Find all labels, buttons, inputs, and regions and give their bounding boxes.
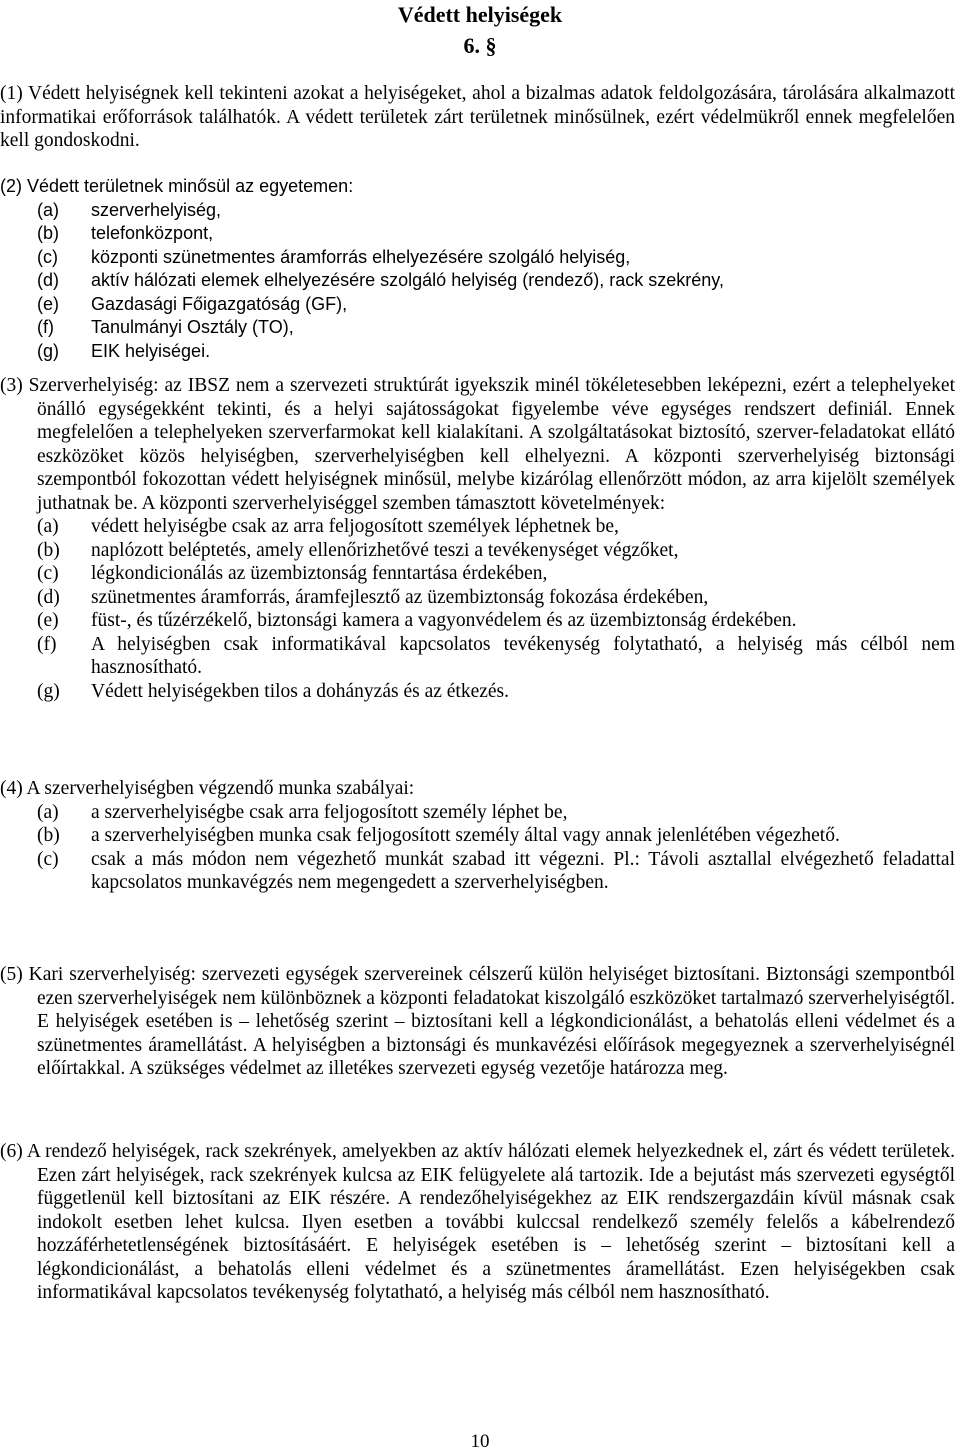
list-item [37, 824, 955, 848]
page-title: Védett helyiségek [397, 2, 563, 27]
list-item [37, 848, 955, 895]
list-item [37, 316, 955, 340]
list-item [37, 515, 955, 539]
list-item-text: csak a más módon nem végezhető munkát szabad itt végezni. Pl.: Távoli asztallal elvégezhető feladattal kapcsolatos munkavégzés nem megengedett a szerverhelyiségben. [91, 848, 955, 893]
list-item-text: Tanulmányi Osztály (TO), [91, 317, 294, 337]
list-item-label: (g) [37, 340, 59, 361]
list-item-label: (a) [37, 516, 59, 537]
paragraph-2-intro: (2) Védett területnek minősül az egyetemen: [0, 176, 354, 196]
paragraph-4-intro: (4) A szerverhelyiségben végzendő munka szabályai: [0, 778, 415, 799]
list-item-label: (b) [37, 223, 59, 243]
list-item-text: naplózott beléptetés, amely ellenőrizhetővé teszi a tevékenységet végzőket, [91, 539, 679, 561]
list-item-label: (a) [37, 801, 59, 823]
list-item-label: (c) [37, 848, 59, 870]
list-item-text: Gazdasági Főigazgatóság (GF), [91, 293, 348, 314]
paragraph-4 [0, 777, 955, 895]
document-header [0, 2, 960, 59]
paragraph-2 [0, 175, 955, 363]
paragraph-1 [0, 82, 955, 153]
paragraph-5-text: (5) Kari szerverhelyiség: szervezeti egységek szervereinek célszerű külön helyiséget biztosítani. Biztonsági szempontból ezen szerverhelyiségek nem különböznek a központi feladatokat kiszolgáló eszközöket tartalmazó szerverhelyiségtől. E helyiségek esetében is – lehetőség szerint – biztosítani kell a légkondicionálást, a behatolás elleni védelmet és a szünetmentes áramellátást. A helyiségben a biztonsági és munkavézési előírások megegyeznek a szerverhelyiségnél előírtakkal. A szükséges védelmet az illetékes szervezeti egység vezetője határozza meg. [0, 964, 955, 1079]
page-number: 10 [470, 1431, 490, 1452]
list-item-text: Védett helyiségekben tilos a dohányzás és az étkezés. [91, 680, 510, 702]
list-item-label: (c) [37, 246, 58, 267]
list-item-text: védett helyiségbe csak az arra feljogosított személyek léphetnek be, [91, 516, 619, 537]
list-item [37, 633, 955, 680]
section-number: 6. § [463, 33, 497, 58]
paragraph-3-intro: (3) Szerverhelyiség: az IBSZ nem a szervezeti struktúrát igyekszik minél tökéletesebben leképezni, ezért a telephelyeket önálló egységekként tekinti, és a helyi sajátosságokat figyelembe véve egységes rendszert definiál. Ennek megfelelően a telephelyeken szerverfarmokat kell kialakítani. A szolgáltatásokat biztosító, szerver-feladatokat ellátó eszközöket közös helyiségben, szerverhelyiségben kell elhelyezni. A központi szerverhelyiség biztonsági szempontból fokozottan védett helyiségnek minősül, melybe kizárólag ellenőrzött módon, az arra kijelölt személyek juthatnak be. A központi szerverhelyiséggel szemben támasztott követelmények: [0, 375, 955, 514]
list-item-label: (c) [37, 563, 59, 584]
list-item [37, 340, 955, 364]
list-item-label: (a) [37, 199, 59, 220]
list-item-text: a szerverhelyiségben munka csak feljogosított személy által vagy annak jelenlétében végezhető. [91, 825, 840, 846]
paragraph-6-text: (6) A rendező helyiségek, rack szekrények, amelyekben az aktív hálózati elemek helyezkednek el, zárt és védett területek. Ezen zárt helyiségek, rack szekrények kulcsa az EIK felügyelete alá tartozik. Ide a bejutást más szervezeti egységtől függetlenül kell biztosítani az EIK részére. A rendezőhelyiségekhez az EIK rendszergazdáin kívül másnak csak indokolt esetben lehet kulcsa. Ilyen esetben a további kulccsal rendelkező személy felelős a kábelrendező hozzáférhetetlenségének biztosításáért. E helyiségek esetében is – lehetőség szerint – biztosítani kell a légkondicionálást, a behatolás elleni védelmet és a szünetmentes áramellátást. Ezen helyiségekben csak informatikával kapcsolatos tevékenység folytatható, a helyiség más célból nem hasznosítható. [0, 1141, 955, 1303]
list-item-text: a szerverhelyiségbe csak arra feljogosított személy léphet be, [91, 801, 568, 823]
list-item [37, 222, 955, 246]
list-item [37, 586, 955, 610]
paragraph-6 [0, 1140, 955, 1305]
list-item [37, 539, 955, 563]
list-item-label: (f) [37, 633, 57, 655]
list-item-label: (b) [37, 539, 60, 561]
list-item-text: szünetmentes áramforrás, áramfejlesztő az üzembiztonság fokozása érdekében, [91, 586, 709, 608]
list-item-text: A helyiségben csak informatikával kapcsolatos tevékenység folytatható, a helyiség más célból nem hasznosítható. [91, 633, 955, 678]
list-item-text: szerverhelyiség, [91, 199, 222, 220]
paragraph-2-list [0, 199, 955, 364]
list-item-label: (e) [37, 293, 59, 314]
list-item-label: (d) [37, 586, 60, 608]
list-item [37, 801, 955, 825]
list-item-text: légkondicionálás az üzembiztonság fenntartása érdekében, [91, 563, 548, 584]
list-item-label: (f) [37, 317, 54, 337]
list-item [37, 680, 955, 704]
list-item-text: aktív hálózati elemek elhelyezésére szolgáló helyiség (rendező), rack szekrény, [91, 270, 724, 290]
list-item [37, 562, 955, 586]
list-item-label: (b) [37, 825, 60, 846]
list-item [37, 199, 955, 223]
list-item-text: EIK helyiségei. [91, 340, 211, 361]
list-item-label: (d) [37, 270, 59, 290]
list-item [37, 609, 955, 633]
list-item-text: telefonközpont, [91, 223, 214, 243]
paragraph-3 [0, 374, 955, 703]
paragraph-5 [0, 963, 955, 1081]
list-item [37, 269, 955, 293]
paragraph-1-text: (1) Védett helyiségnek kell tekinteni azokat a helyiségeket, ahol a bizalmas adatok feldolgozására, tárolására alkalmazott informatikai erőforrások találhatók. A védett területek zárt területnek minősülnek, ezért védelmükről ennek megfelelően kell gondoskodni. [0, 83, 955, 151]
list-item-text: központi szünetmentes áramforrás elhelyezésére szolgáló helyiség, [91, 246, 631, 267]
list-item [37, 246, 955, 270]
list-item-label: (e) [37, 610, 59, 631]
paragraph-3-list [0, 515, 955, 703]
list-item-label: (g) [37, 680, 60, 702]
list-item-text: füst-, és tűzérzékelő, biztonsági kamera a vagyonvédelem és az üzembiztonság érdekében. [91, 610, 797, 631]
list-item [37, 293, 955, 317]
paragraph-4-list [0, 801, 955, 895]
